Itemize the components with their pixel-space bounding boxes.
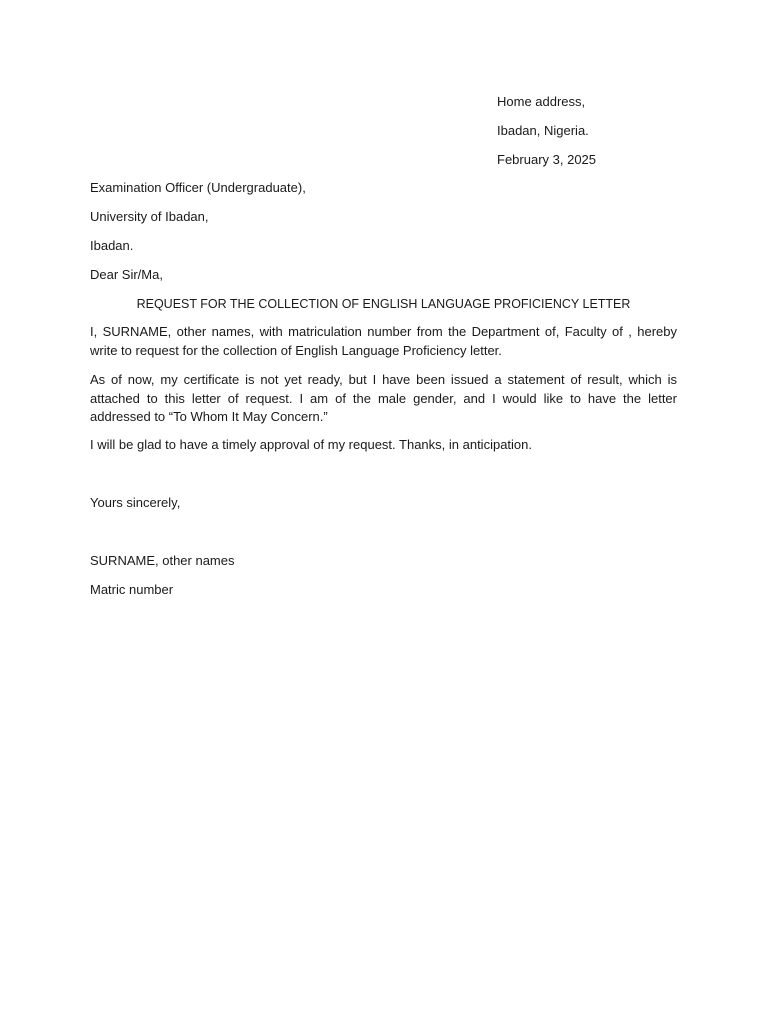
body-paragraph-2: As of now, my certificate is not yet ready, but I have been issued a statement of result, which is attached to this letter of request. I am of the male gender, and I would like to have the letter addressed to “To Whom It May Concern.” (90, 372, 677, 424)
signatory-name: SURNAME, other names (90, 553, 235, 568)
letter-subject: REQUEST FOR THE COLLECTION OF ENGLISH LANGUAGE PROFICIENCY LETTER (136, 297, 631, 311)
recipient-line3: Ibadan. (90, 238, 134, 253)
sender-address-line2: Ibadan, Nigeria. (497, 123, 589, 138)
salutation: Dear Sir/Ma, (90, 267, 163, 282)
recipient-line1: Examination Officer (Undergraduate), (90, 180, 306, 195)
body-paragraph-3: I will be glad to have a timely approval of my request. Thanks, in anticipation. (90, 437, 532, 452)
recipient-line2: University of Ibadan, (90, 209, 209, 224)
body-paragraph-1: I, SURNAME, other names, with matriculation number from the Department of, Faculty of , hereby write to request for the collection of English Language Proficiency letter. (90, 324, 677, 358)
sender-address-line1: Home address, (497, 94, 586, 109)
signatory-matric-number: Matric number (90, 582, 174, 597)
complimentary-close: Yours sincerely, (90, 495, 181, 510)
letter-date: February 3, 2025 (497, 152, 597, 167)
